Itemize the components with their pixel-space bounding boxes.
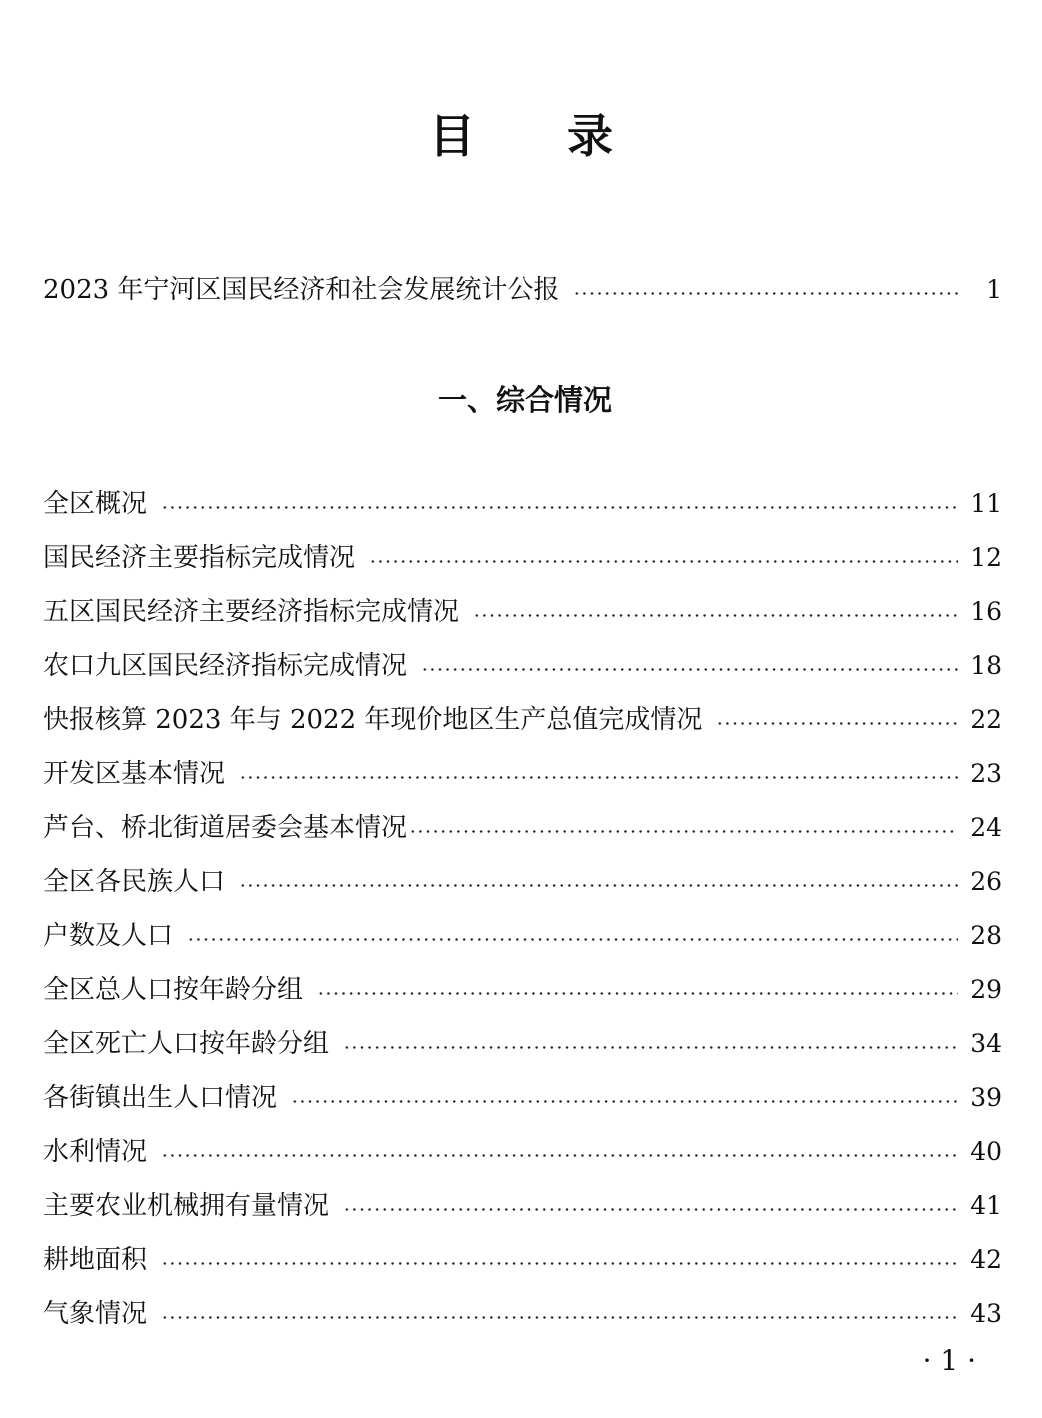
toc-entry[interactable] <box>43 1024 1002 1064</box>
toc-entry[interactable] <box>43 700 1002 740</box>
toc-entry-label: 气象情况 <box>43 1299 148 1329</box>
toc-entry-page: 41 <box>970 1191 1002 1220</box>
dot-leader <box>161 484 958 524</box>
toc-entry[interactable] <box>43 1294 1002 1334</box>
toc-entry-page: 24 <box>970 813 1002 842</box>
dot-leader <box>369 538 958 578</box>
toc-entry[interactable] <box>43 970 1002 1010</box>
toc-entry[interactable] <box>43 646 1002 686</box>
section-heading: 一、综合情况 <box>437 383 612 417</box>
toc-entry-label: 快报核算 2023 年与 2022 年现价地区生产总值完成情况 <box>43 705 703 735</box>
toc-entry-label: 国民经济主要指标完成情况 <box>43 543 356 573</box>
toc-entry-label: 2023 年宁河区国民经济和社会发展统计公报 <box>43 275 560 305</box>
toc-entry-label: 五区国民经济主要经济指标完成情况 <box>43 597 460 627</box>
toc-entry-page: 16 <box>970 597 1002 626</box>
toc-entry-page: 29 <box>970 975 1002 1004</box>
dot-leader <box>161 1132 958 1172</box>
dot-leader <box>239 862 958 902</box>
dot-leader <box>161 1294 958 1334</box>
toc-entry-page: 12 <box>970 543 1002 572</box>
dot-leader <box>291 1078 958 1118</box>
toc-entry-page: 26 <box>970 867 1002 896</box>
toc-entry-page: 40 <box>970 1137 1002 1166</box>
page-title <box>0 100 1042 166</box>
toc-entry-page: 1 <box>986 275 1002 304</box>
toc-entry[interactable] <box>43 484 1002 524</box>
toc-entry-page: 39 <box>970 1083 1002 1112</box>
toc-entry[interactable] <box>43 808 1002 848</box>
toc-entry-label: 主要农业机械拥有量情况 <box>43 1191 330 1221</box>
toc-entry-page: 23 <box>970 759 1002 788</box>
toc-entry-label: 户数及人口 <box>43 921 174 951</box>
dot-leader <box>343 1024 958 1064</box>
toc-entry[interactable] <box>43 916 1002 956</box>
toc-entry[interactable] <box>43 1132 1002 1172</box>
title-char-1: 目 <box>429 109 475 163</box>
dot-leader <box>473 592 958 632</box>
dot-leader <box>421 646 958 686</box>
toc-entry[interactable] <box>43 1186 1002 1226</box>
toc-entry[interactable] <box>43 862 1002 902</box>
toc-entry-page: 34 <box>970 1029 1002 1058</box>
dot-leader <box>573 270 962 310</box>
toc-entry[interactable] <box>43 538 1002 578</box>
toc-entry-page: 28 <box>970 921 1002 950</box>
toc-entry-page: 11 <box>970 489 1002 518</box>
dot-leader <box>161 1240 958 1280</box>
toc-entry-label: 水利情况 <box>43 1137 148 1167</box>
title-char-2: 录 <box>567 109 613 163</box>
toc-entry-label: 开发区基本情况 <box>43 759 226 789</box>
toc-entry[interactable] <box>43 754 1002 794</box>
toc-entry-statistical-bulletin[interactable] <box>43 270 1002 310</box>
toc-entry-label: 耕地面积 <box>43 1245 148 1275</box>
dot-leader <box>317 970 958 1010</box>
toc-entry[interactable] <box>43 592 1002 632</box>
toc-entry-page: 18 <box>970 651 1002 680</box>
toc-entry-label: 农口九区国民经济指标完成情况 <box>43 651 408 681</box>
toc-entry-label: 全区总人口按年龄分组 <box>43 975 304 1005</box>
dot-leader <box>343 1186 958 1226</box>
toc-entry[interactable] <box>43 1240 1002 1280</box>
dot-leader <box>716 700 958 740</box>
dot-leader <box>187 916 958 956</box>
toc-entry-page: 22 <box>970 705 1002 734</box>
dot-leader <box>239 754 958 794</box>
toc-entry-label: 全区各民族人口 <box>43 867 226 897</box>
toc-entry-label: 各街镇出生人口情况 <box>43 1083 278 1113</box>
page-number: · 1 · <box>922 1344 976 1377</box>
toc-entry[interactable] <box>43 1078 1002 1118</box>
toc-entry-label: 全区概况 <box>43 489 148 519</box>
dot-leader <box>409 808 958 848</box>
toc-entry-page: 43 <box>970 1299 1002 1328</box>
toc-entry-page: 42 <box>970 1245 1002 1274</box>
toc-entry-label: 全区死亡人口按年龄分组 <box>43 1029 330 1059</box>
toc-entry-label: 芦台、桥北街道居委会基本情况 <box>43 813 408 843</box>
